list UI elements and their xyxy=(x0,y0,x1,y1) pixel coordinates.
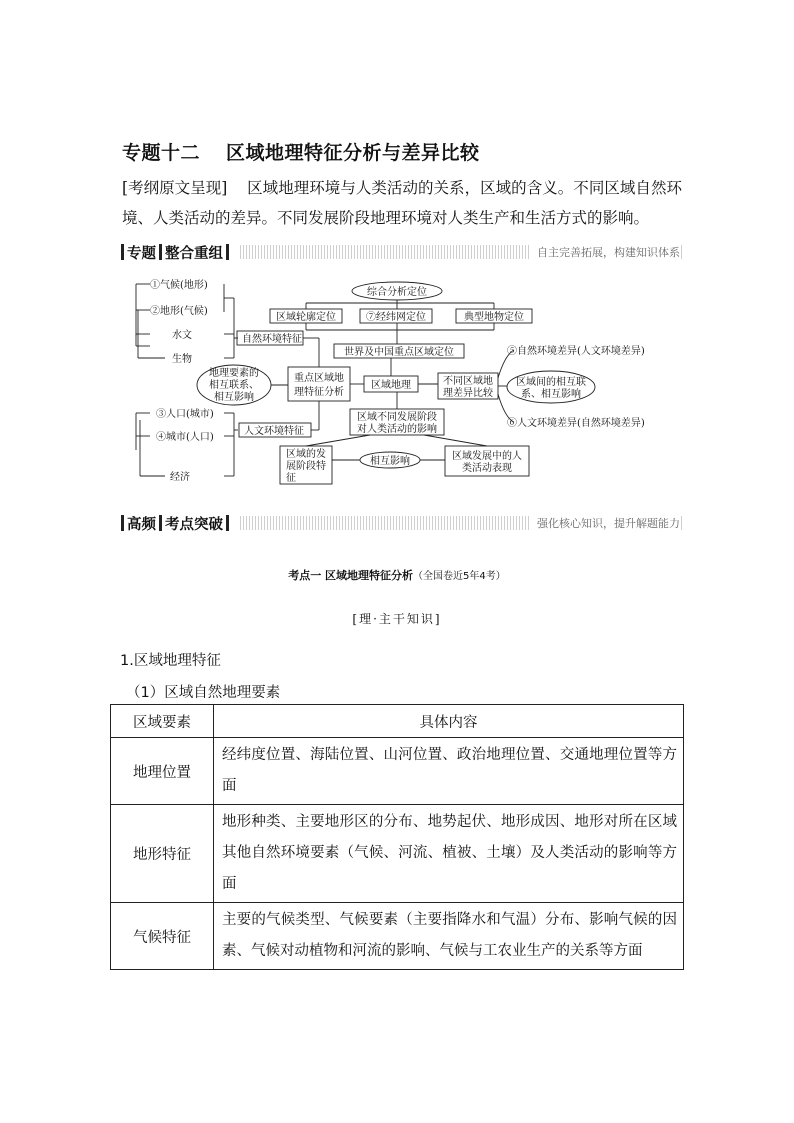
kaodian-heading xyxy=(0,567,794,583)
region-geo-label: 区域地理 xyxy=(371,380,411,391)
table-row xyxy=(111,738,684,805)
left-item-6: ④城市(人口) xyxy=(156,432,214,443)
left-item-1: ①气候(地形) xyxy=(150,280,208,291)
top-center-label: 综合分析定位 xyxy=(367,287,427,298)
banner-subtitle: 自主完善拓展，构建知识体系 xyxy=(531,244,680,260)
key-region-2: 理特征分析 xyxy=(294,387,344,398)
banner-label xyxy=(118,512,232,534)
left-item-7: 经济 xyxy=(170,472,190,483)
env-human-label: 人文环境特征 xyxy=(244,426,304,437)
banner-label-left: 高频 xyxy=(127,516,156,533)
knowledge-diagram xyxy=(120,270,680,495)
table-header: 具体内容 xyxy=(214,705,684,738)
mutual-label: 相互影响 xyxy=(370,456,410,467)
diff-natural-label: ⑤自然环境差异(人文环境差异) xyxy=(507,346,645,357)
diff-compare-1: 不同区域地 xyxy=(443,376,493,387)
subsection-heading: （1）区域自然地理要素 xyxy=(126,685,281,701)
table-cell-key: 气候特征 xyxy=(111,903,214,970)
table-cell-key: 地理位置 xyxy=(111,738,214,805)
intro-label: [考纲原文呈现] xyxy=(122,179,228,197)
banner-label-right: 考点突破 xyxy=(165,516,223,533)
stage-dev-3: 征 xyxy=(286,473,296,484)
lizhu-heading: [理·主干知识] xyxy=(352,612,442,626)
table-row xyxy=(111,805,684,903)
section-banner-integration xyxy=(118,241,682,263)
left-item-5: ③人口(城市) xyxy=(156,409,214,420)
kaodian-note: （全国卷近5年4考） xyxy=(413,571,506,582)
elements-rel-2: 相互联系、 xyxy=(209,380,259,391)
diff-human-label: ⑥人文环境差异(自然环境差异) xyxy=(507,418,645,429)
region-link-1: 区域间的相互联 xyxy=(516,377,586,388)
topic-number: 专题十二 xyxy=(122,142,201,164)
region-link-2: 系、相互影响 xyxy=(521,389,581,400)
pos-right-label: 典型地物定位 xyxy=(464,312,524,323)
table-cell-value: 地形种类、主要地形区的分布、地势起伏、地形成因、地形对所在区域其他自然环境要素（气候、河流、植被、土壤）及人类活动的影响等方面 xyxy=(214,805,684,903)
pos-left-label: 区域轮廓定位 xyxy=(276,312,336,323)
banner-subtitle: 强化核心知识，提升解题能力 xyxy=(531,515,680,531)
banner-label-left: 专题 xyxy=(127,245,156,262)
section-heading: 1.区域地理特征 xyxy=(120,653,221,669)
human-dev-1: 区域发展中的人 xyxy=(452,451,522,462)
table-cell-value: 经纬度位置、海陆位置、山河位置、政治地理位置、交通地理位置等方面 xyxy=(214,738,684,805)
page-title xyxy=(122,138,480,165)
stage-human-1: 区域不同发展阶段 xyxy=(357,412,437,423)
intro-text: 区域地理环境与人类活动的关系，区域的含义。不同区域自然环境、人类活动的差异。不同发展阶段地理环境对人类生产和生活方式的影响。 xyxy=(122,179,682,227)
elements-rel-1: 地理要素的 xyxy=(209,368,259,379)
stage-dev-1: 区域的发 xyxy=(286,449,326,460)
key-region-1: 重点区域地 xyxy=(294,373,344,384)
table-cell-key: 地形特征 xyxy=(111,805,214,903)
pos-mid-label: ⑦经纬网定位 xyxy=(366,312,426,323)
world-label: 世界及中国重点区域定位 xyxy=(344,347,454,358)
section-banner-breakthrough xyxy=(118,512,682,534)
stage-human-2: 对人类活动的影响 xyxy=(357,424,437,435)
left-item-4: 生物 xyxy=(172,354,192,365)
banner-label-right: 整合重组 xyxy=(165,245,223,262)
table-row xyxy=(111,903,684,970)
stage-dev-2: 展阶段特 xyxy=(286,461,326,472)
table-header-row xyxy=(111,705,684,738)
env-natural-label: 自然环境特征 xyxy=(242,334,302,345)
syllabus-intro xyxy=(122,173,682,233)
topic-title: 区域地理特征分析与差异比较 xyxy=(226,142,480,164)
diff-compare-2: 理差异比较 xyxy=(443,388,493,399)
natural-elements-table xyxy=(110,704,684,970)
elements-rel-3: 相互影响 xyxy=(214,392,254,403)
table-header: 区域要素 xyxy=(111,705,214,738)
left-item-2: ②地形(气候) xyxy=(150,306,208,317)
kaodian-main: 考点一 区域地理特征分析 xyxy=(288,569,414,582)
human-dev-2: 类活动表现 xyxy=(462,463,512,474)
left-item-3: 水文 xyxy=(172,330,192,341)
banner-label xyxy=(118,241,232,263)
table-cell-value: 主要的气候类型、气候要素（主要指降水和气温）分布、影响气候的因素、气候对动植物和河流的影响、气候与工农业生产的关系等方面 xyxy=(214,903,684,970)
